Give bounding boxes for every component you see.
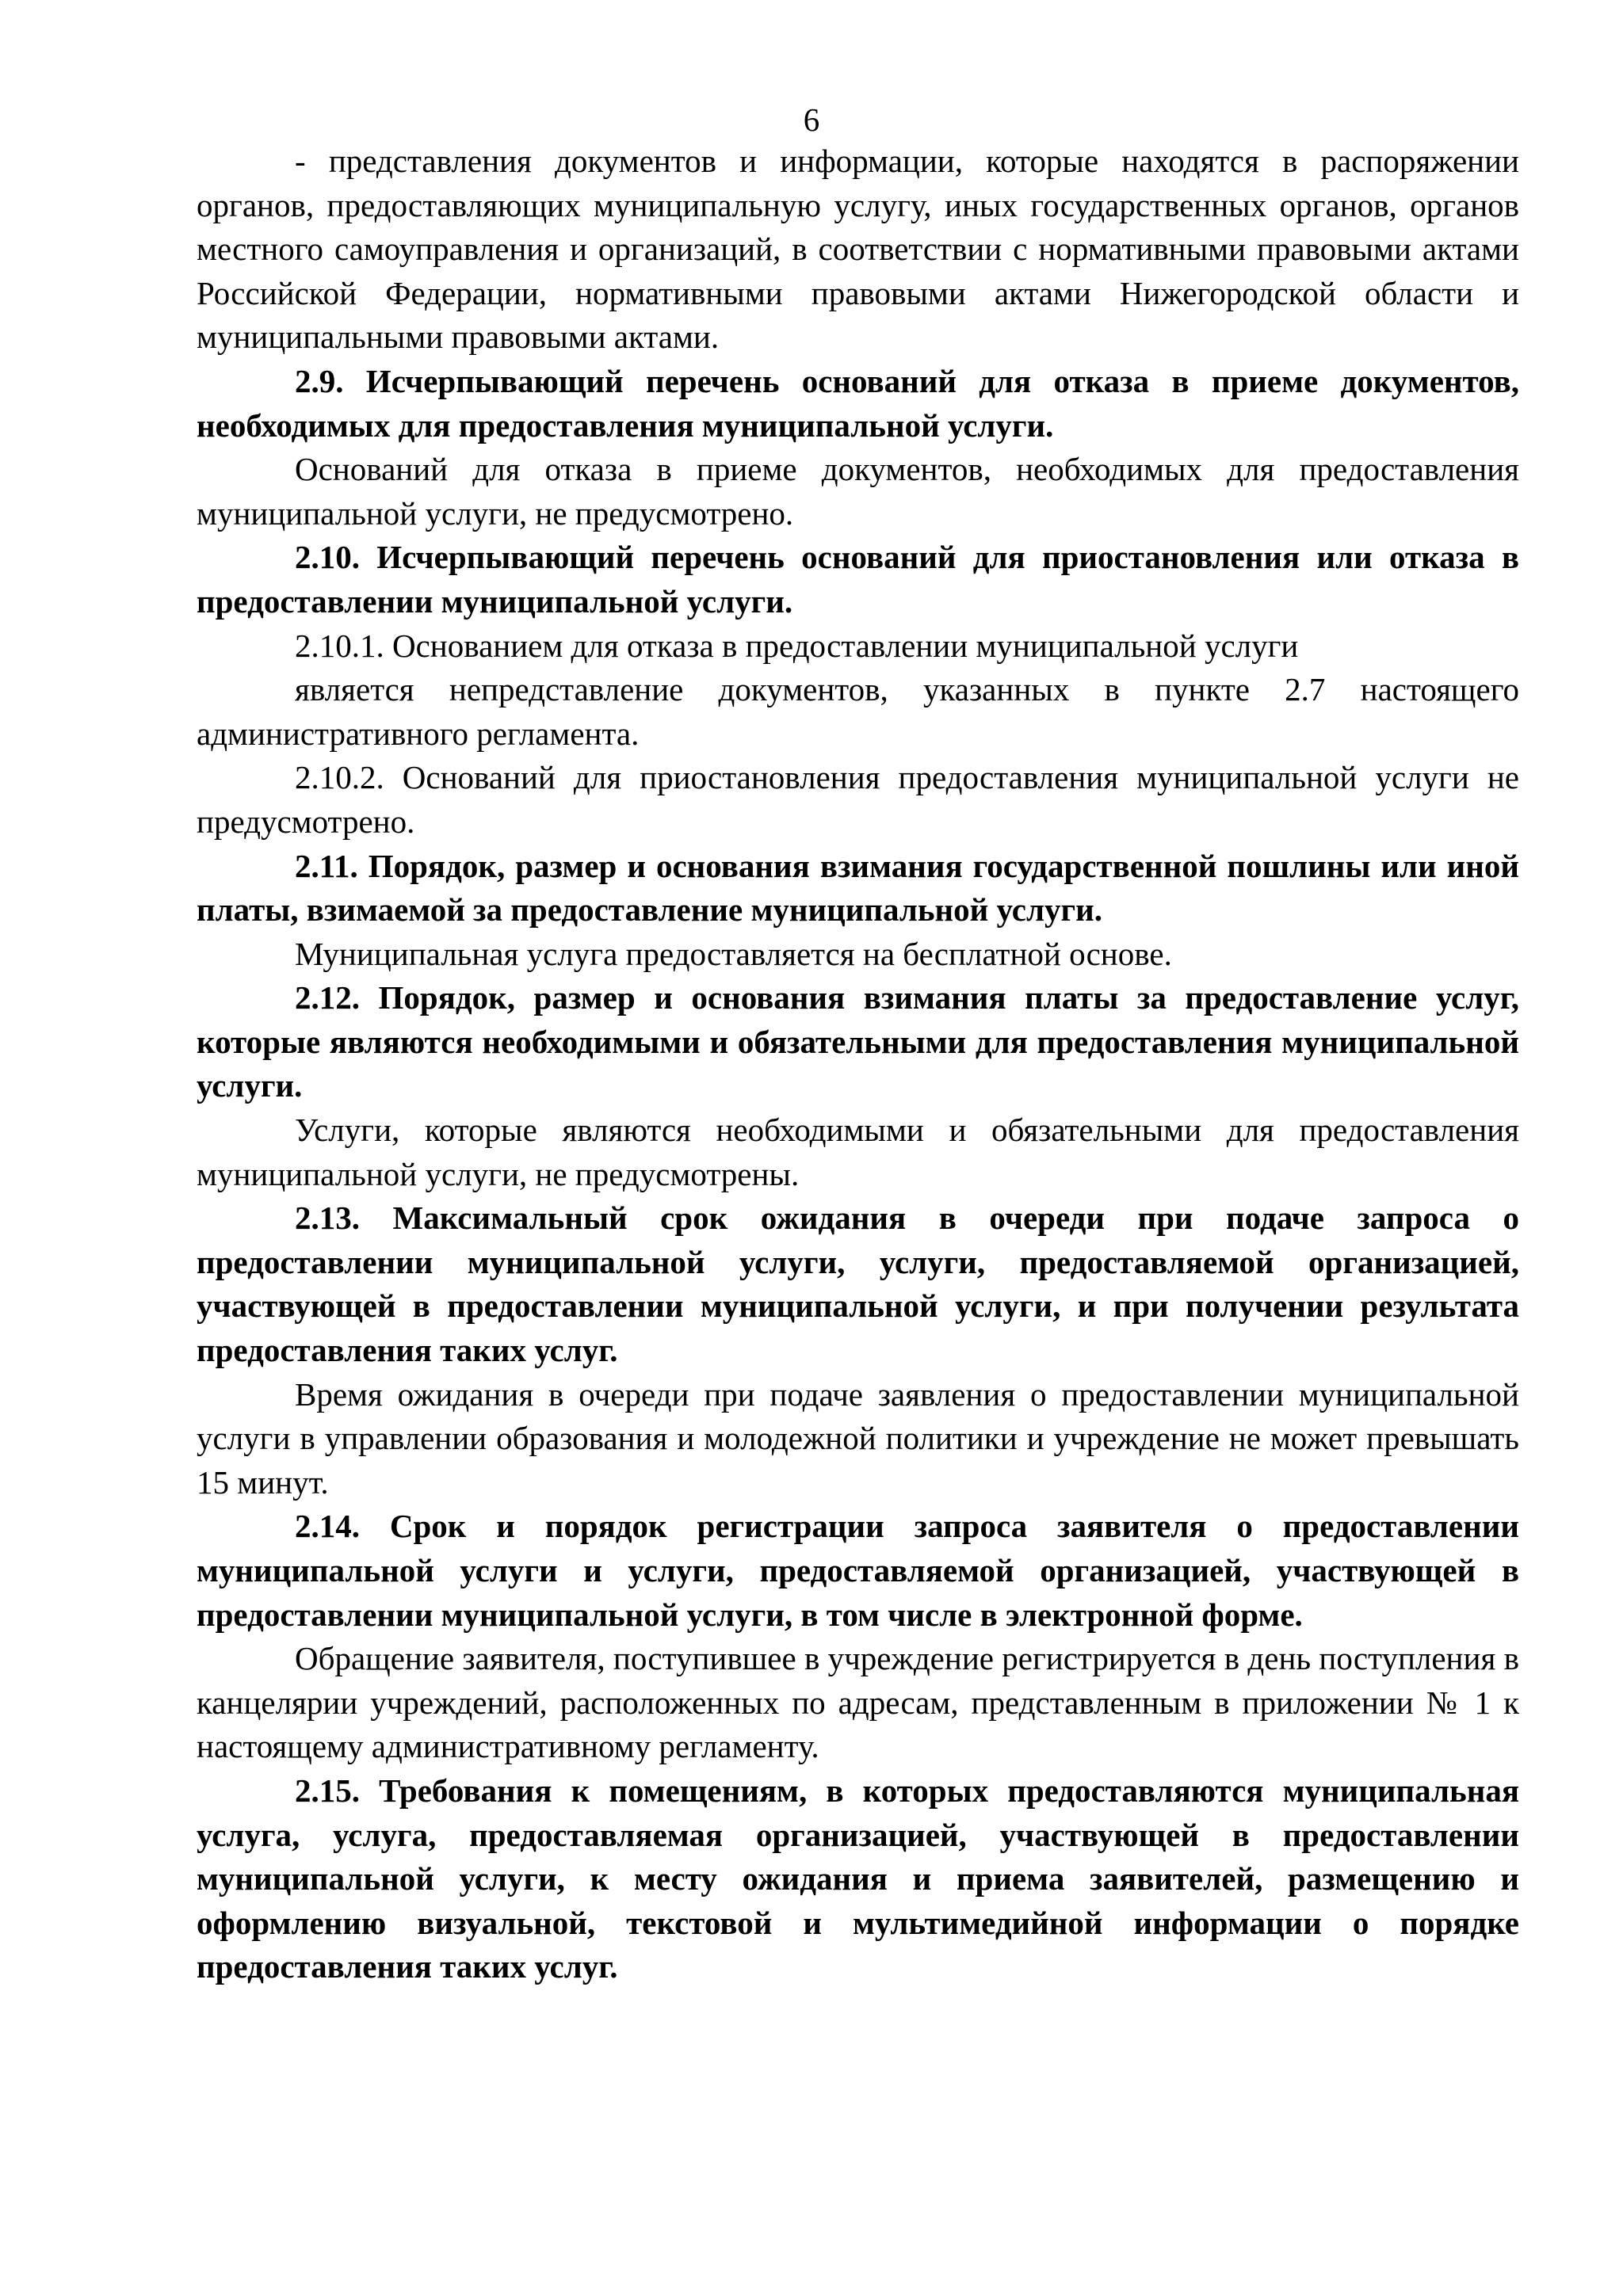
heading-2-13: 2.13. Максимальный срок ожидания в очереди при подаче запроса о предоставлении муниципальной услуги, услуги, предоставляемой организацией, участвующей в предоставлении муниципальной услуги, и при получении результата предоставления таких услуг. bbox=[197, 1199, 1519, 1369]
paragraph-2-12-text: Услуги, которые являются необходимыми и обязательными для предоставления муниципальной услуги, не предусмотрены. bbox=[197, 1112, 1519, 1192]
heading-2-12: 2.12. Порядок, размер и основания взимания платы за предоставление услуг, которые являются необходимыми и обязательными для предоставления муниципальной услуги. bbox=[197, 979, 1519, 1104]
heading-2-10: 2.10. Исчерпывающий перечень оснований для приостановления или отказа в предоставлении муниципальной услуги. bbox=[197, 539, 1519, 620]
paragraph-documents-list-item: - представления документов и информации, которые находятся в распоряжении органов, предоставляющих муниципальную услугу, иных государственных органов, органов местного самоуправления и организаций, в соответствии с нормативными правовыми актами Российской Федерации, нормативными правовыми актами Нижегородской области и муниципальными правовыми актами. bbox=[197, 143, 1519, 356]
paragraph-2-10-1-continued: является непредставление документов, указанных в пункте 2.7 настоящего административного регламента. bbox=[197, 671, 1519, 752]
paragraph-2-9-text: Оснований для отказа в приеме документов, необходимых для предоставления муниципальной услуги, не предусмотрено. bbox=[197, 451, 1519, 532]
paragraph-2-14-text: Обращение заявителя, поступившее в учреждение регистрируется в день поступления в канцелярии учреждений, расположенных по адресам, представленным в приложении № 1 к настоящему административному регламенту. bbox=[197, 1640, 1519, 1765]
heading-2-14: 2.14. Срок и порядок регистрации запроса заявителя о предоставлении муниципальной услуги и услуги, предоставляемой организацией, участвующей в предоставлении муниципальной услуги, в том числе в электронной форме. bbox=[197, 1508, 1519, 1633]
paragraph-2-11-text: Муниципальная услуга предоставляется на бесплатной основе. bbox=[295, 935, 1172, 972]
heading-2-15: 2.15. Требования к помещениям, в которых предоставляются муниципальная услуга, услуга, предоставляемая организацией, участвующей в предоставлении муниципальной услуги, к месту ожидания и приема заявителей, размещению и оформлению визуальной, текстовой и мультимедийной информации о порядке предоставления таких услуг. bbox=[197, 1772, 1519, 1985]
paragraph-2-13-text: Время ожидания в очереди при подаче заявления о предоставлении муниципальной услуги в управлении образования и молодежной политики и учреждение не может превышать 15 минут. bbox=[197, 1375, 1519, 1501]
page-number: 6 bbox=[803, 101, 820, 138]
paragraph-2-10-1: 2.10.1. Основанием для отказа в предоставлении муниципальной услуги bbox=[295, 627, 1299, 664]
heading-2-9: 2.9. Исчерпывающий перечень оснований для отказа в приеме документов, необходимых для предоставления муниципальной услуги. bbox=[197, 362, 1519, 444]
paragraph-2-10-2: 2.10.2. Оснований для приостановления предоставления муниципальной услуги не предусмотрено. bbox=[197, 759, 1519, 840]
document-body bbox=[197, 139, 1519, 1989]
heading-2-11: 2.11. Порядок, размер и основания взимания государственной пошлины или иной платы, взимаемой за предоставление муниципальной услуги. bbox=[197, 847, 1519, 929]
